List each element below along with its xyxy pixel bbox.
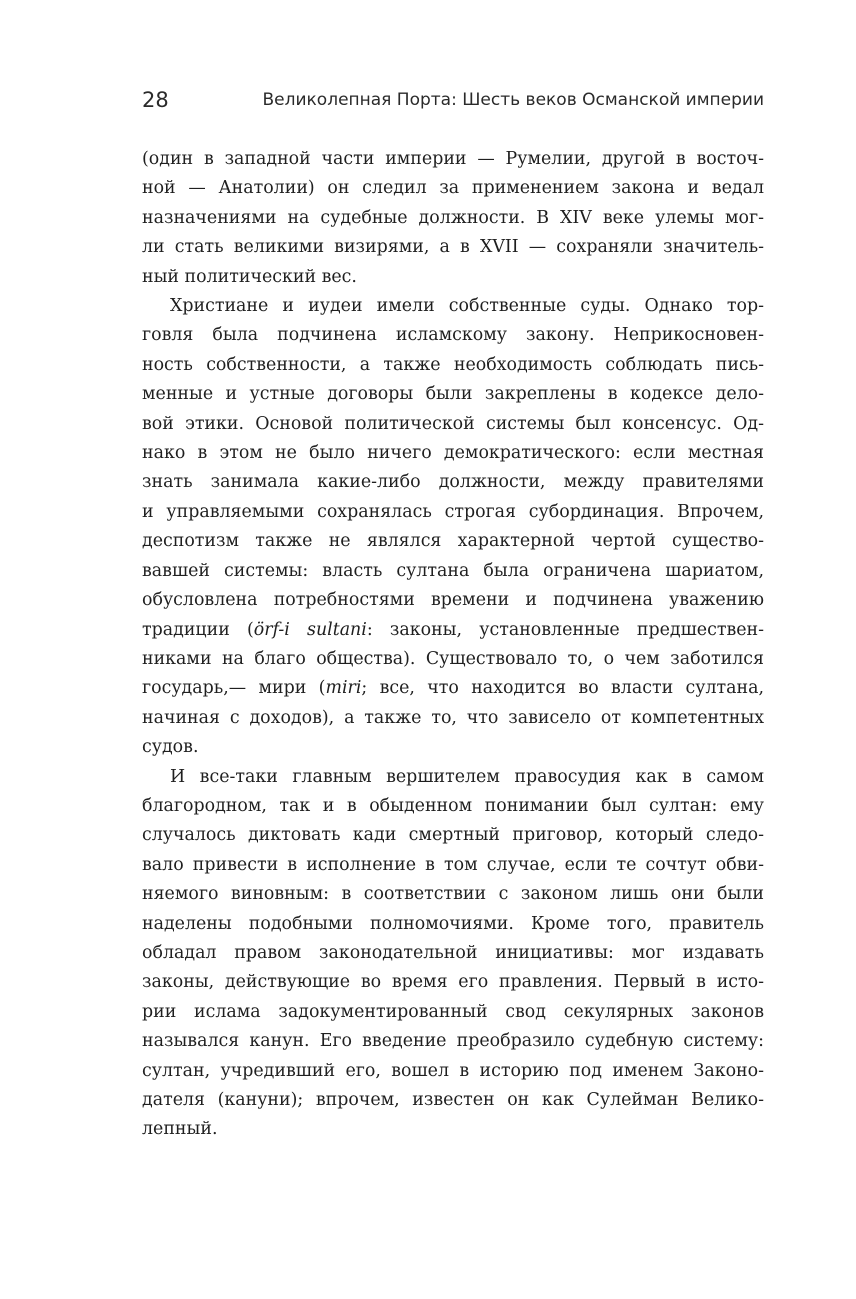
text-segment: случалось диктовать кади смертный приговор, который следо- — [142, 825, 764, 846]
text-segment: султан, учредивший его, вошел в историю под именем Законо- — [142, 1060, 764, 1081]
text-line — [142, 145, 764, 174]
body-text — [142, 145, 764, 1145]
text-line — [142, 468, 764, 497]
text-line — [142, 763, 764, 792]
text-line — [142, 880, 764, 909]
text-line — [142, 939, 764, 968]
text-segment: начиная с доходов), а также то, что зависело от компетентных — [142, 707, 764, 728]
text-segment: судов. — [142, 737, 199, 758]
text-line — [142, 1027, 764, 1056]
text-segment: вавшей системы: власть султана была ограничена шариатом, — [142, 560, 764, 581]
text-line — [142, 733, 764, 762]
text-segment: ность собственности, а также необходимость соблюдать пись- — [142, 354, 764, 375]
text-line — [142, 439, 764, 468]
text-segment: знать занимала какие-либо должности, между правителями — [142, 472, 764, 493]
text-segment: (один в западной части империи — Румелии, другой в восточ- — [142, 149, 764, 169]
text-segment: деспотизм также не являлся характерной чертой существо- — [142, 531, 764, 552]
text-line — [142, 1086, 764, 1115]
text-line — [142, 292, 764, 321]
text-segment: государь,— мири ( — [142, 678, 326, 699]
text-segment: рии ислама задокументированный свод секулярных законов — [142, 1001, 764, 1022]
text-line — [142, 351, 764, 380]
text-segment: никами на благо общества). Существовало то, о чем заботился — [142, 648, 764, 669]
text-segment: нако в этом не было ничего демократического: если местная — [142, 443, 764, 464]
text-segment: : законы, установленные предшествен- — [366, 619, 764, 640]
text-line — [142, 674, 764, 703]
text-line — [142, 204, 764, 233]
text-line — [142, 792, 764, 821]
text-line — [142, 263, 764, 292]
text-line — [142, 616, 764, 645]
text-line — [142, 233, 764, 262]
italic-term: miri — [325, 678, 362, 699]
text-segment: традиции ( — [142, 619, 254, 640]
text-segment: наделены подобными полномочиями. Кроме того, правитель — [142, 913, 764, 934]
text-line — [142, 1057, 764, 1086]
italic-term: örf-i sultani — [253, 619, 367, 640]
page-header — [142, 86, 764, 114]
text-line — [142, 557, 764, 586]
text-line — [142, 527, 764, 556]
text-line — [142, 380, 764, 409]
text-segment: вой этики. Основой политической системы был консенсус. Од- — [142, 413, 764, 434]
text-segment: ; все, что находится во власти султана, — [361, 678, 764, 699]
text-segment: вало привести в исполнение в том случае, если те сочтут обви- — [142, 854, 764, 875]
text-segment: няемого виновным: в соответствии с законом лишь они были — [142, 884, 764, 905]
running-title: Великолепная Порта: Шесть веков Османской империи — [262, 90, 764, 110]
text-segment: лепный. — [142, 1119, 218, 1140]
text-line — [142, 321, 764, 350]
text-segment: Христиане и иудеи имели собственные суды. Однако тор- — [170, 296, 764, 317]
text-segment: менные и устные договоры были закреплены в кодексе дело- — [142, 384, 764, 405]
text-segment: обусловлена потребностями времени и подчинена уважению — [142, 590, 764, 611]
text-segment: И все-таки главным вершителем правосудия как в самом — [170, 766, 764, 787]
text-segment: ной — Анатолии) он следил за применением закона и ведал — [142, 178, 764, 199]
text-segment: назначениями на судебные должности. В XIV веке улемы мог- — [142, 207, 764, 228]
text-line — [142, 174, 764, 203]
text-line — [142, 968, 764, 997]
text-line — [142, 410, 764, 439]
text-line — [142, 821, 764, 850]
text-line — [142, 851, 764, 880]
text-segment: обладал правом законодательной инициативы: мог издавать — [142, 942, 764, 963]
text-segment: законы, действующие во время его правления. Первый в исто- — [142, 972, 764, 993]
text-segment: говля была подчинена исламскому закону. Неприкосновен- — [142, 325, 764, 346]
text-segment: назывался канун. Его введение преобразило судебную систему: — [142, 1031, 764, 1052]
text-line — [142, 645, 764, 674]
page-number: 28 — [142, 88, 169, 112]
text-segment: и управляемыми сохранялась строгая субординация. Впрочем, — [142, 501, 764, 522]
text-line — [142, 910, 764, 939]
text-segment: ный политический вес. — [142, 266, 357, 287]
text-line — [142, 704, 764, 733]
text-segment: дателя (кануни); впрочем, известен он как Сулейман Велико- — [142, 1090, 764, 1110]
text-line — [142, 498, 764, 527]
text-line — [142, 586, 764, 615]
text-line — [142, 1115, 764, 1144]
text-line — [142, 998, 764, 1027]
text-segment: ли стать великими визирями, а в XVII — сохраняли значитель- — [142, 237, 764, 258]
text-segment: благородном, так и в обыденном понимании был султан: ему — [142, 795, 764, 816]
